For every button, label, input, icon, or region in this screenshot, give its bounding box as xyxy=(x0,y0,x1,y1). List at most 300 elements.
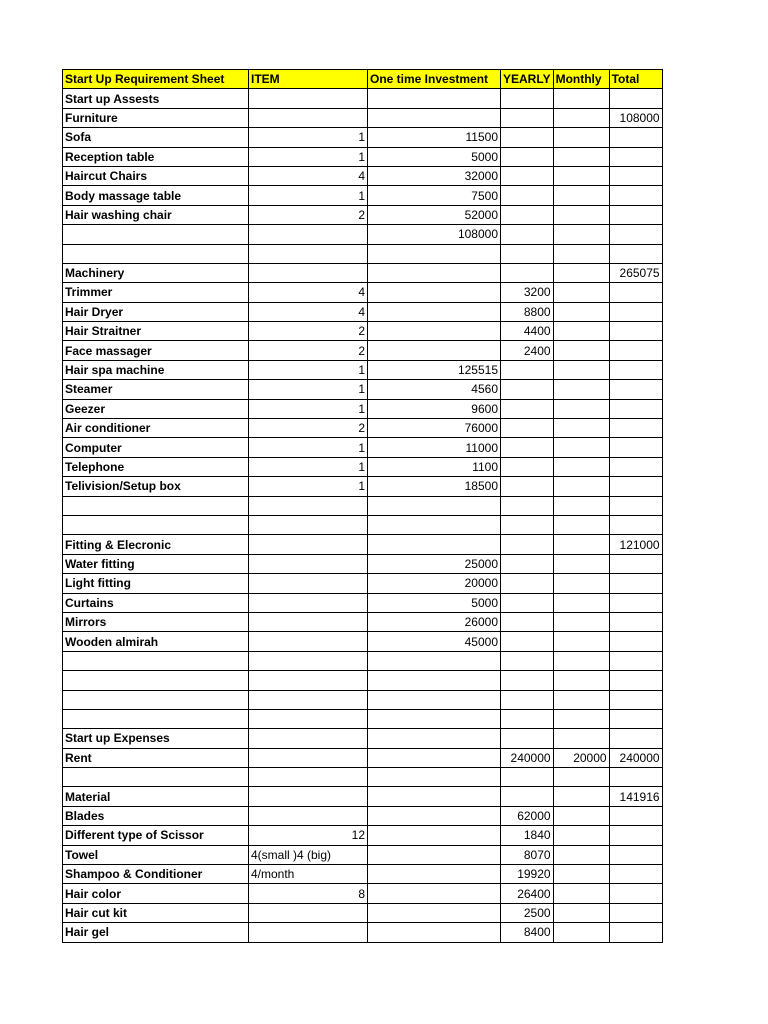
table-cell[interactable]: 240000 xyxy=(609,748,662,767)
table-cell[interactable] xyxy=(553,341,609,360)
table-cell[interactable] xyxy=(368,826,501,845)
table-cell[interactable] xyxy=(609,554,662,573)
table-cell[interactable] xyxy=(501,709,554,728)
table-cell[interactable] xyxy=(609,574,662,593)
table-cell[interactable] xyxy=(249,651,368,670)
table-cell[interactable] xyxy=(368,787,501,806)
table-cell[interactable] xyxy=(368,89,501,108)
table-row xyxy=(63,729,663,748)
table-cell[interactable] xyxy=(553,671,609,690)
table-cell[interactable] xyxy=(249,496,368,515)
row-label-cell[interactable]: Water fitting xyxy=(63,554,249,573)
table-cell[interactable] xyxy=(609,903,662,922)
table-cell[interactable] xyxy=(553,884,609,903)
table-cell[interactable] xyxy=(553,108,609,127)
table-cell[interactable] xyxy=(609,322,662,341)
table-cell[interactable]: 45000 xyxy=(368,632,501,651)
table-cell[interactable] xyxy=(553,263,609,282)
table-row xyxy=(63,108,663,127)
header-cell: YEARLY xyxy=(501,70,554,89)
table-cell[interactable] xyxy=(553,205,609,224)
header-cell: ITEM xyxy=(249,70,368,89)
table-cell[interactable]: 26000 xyxy=(368,612,501,631)
table-cell[interactable] xyxy=(609,477,662,496)
table-cell[interactable]: 20000 xyxy=(368,574,501,593)
table-cell[interactable] xyxy=(501,729,554,748)
table-cell[interactable]: 1 xyxy=(249,380,368,399)
table-cell[interactable] xyxy=(553,89,609,108)
table-cell[interactable]: 121000 xyxy=(609,535,662,554)
table-cell[interactable] xyxy=(501,186,554,205)
table-cell[interactable] xyxy=(501,632,554,651)
table-row xyxy=(63,845,663,864)
row-label-cell[interactable]: Fitting & Elecronic xyxy=(63,535,249,554)
table-cell[interactable] xyxy=(501,690,554,709)
table-cell[interactable] xyxy=(609,845,662,864)
table-cell[interactable]: 52000 xyxy=(368,205,501,224)
row-label-cell[interactable] xyxy=(63,515,249,534)
table-cell[interactable] xyxy=(501,574,554,593)
table-cell[interactable] xyxy=(249,923,368,942)
table-cell[interactable] xyxy=(553,923,609,942)
row-label-cell[interactable]: Furniture xyxy=(63,108,249,127)
table-cell[interactable] xyxy=(609,205,662,224)
table-cell[interactable] xyxy=(501,108,554,127)
table-cell[interactable]: 8 xyxy=(249,884,368,903)
table-cell[interactable] xyxy=(501,457,554,476)
table-cell[interactable] xyxy=(368,903,501,922)
table-cell[interactable] xyxy=(609,147,662,166)
table-cell[interactable]: 12 xyxy=(249,826,368,845)
table-cell[interactable]: 1840 xyxy=(501,826,554,845)
table-cell[interactable] xyxy=(553,554,609,573)
table-cell[interactable]: 1 xyxy=(249,477,368,496)
table-cell[interactable]: 2500 xyxy=(501,903,554,922)
table-row xyxy=(63,554,663,573)
table-cell[interactable] xyxy=(501,360,554,379)
table-cell[interactable] xyxy=(609,651,662,670)
table-cell[interactable]: 18500 xyxy=(368,477,501,496)
table-cell[interactable] xyxy=(553,166,609,185)
table-cell[interactable] xyxy=(249,108,368,127)
table-cell[interactable] xyxy=(609,438,662,457)
table-cell[interactable] xyxy=(501,399,554,418)
table-cell[interactable] xyxy=(553,768,609,787)
table-cell[interactable] xyxy=(249,263,368,282)
startup-requirement-table xyxy=(62,69,663,943)
table-cell[interactable] xyxy=(368,671,501,690)
row-label-cell[interactable]: Material xyxy=(63,787,249,806)
table-cell[interactable] xyxy=(553,574,609,593)
header-cell: Start Up Requirement Sheet xyxy=(63,70,249,89)
row-label-cell[interactable]: Hair cut kit xyxy=(63,903,249,922)
table-cell[interactable] xyxy=(249,632,368,651)
table-cell[interactable]: 1 xyxy=(249,399,368,418)
table-cell[interactable] xyxy=(553,186,609,205)
table-cell[interactable] xyxy=(553,283,609,302)
table-cell[interactable] xyxy=(553,787,609,806)
row-label-cell[interactable]: Telivision/Setup box xyxy=(63,477,249,496)
table-cell[interactable]: 11000 xyxy=(368,438,501,457)
table-cell[interactable] xyxy=(553,244,609,263)
table-cell[interactable] xyxy=(249,535,368,554)
table-cell[interactable]: 4(small )4 (big) xyxy=(249,845,368,864)
table-cell[interactable] xyxy=(368,690,501,709)
table-cell[interactable] xyxy=(609,496,662,515)
row-label-cell[interactable]: Curtains xyxy=(63,593,249,612)
table-row xyxy=(63,322,663,341)
header-cell: One time Investment xyxy=(368,70,501,89)
table-cell[interactable] xyxy=(501,166,554,185)
table-cell[interactable] xyxy=(249,671,368,690)
row-label-cell[interactable]: Face massager xyxy=(63,341,249,360)
table-cell[interactable]: 4 xyxy=(249,166,368,185)
row-label-cell[interactable]: Telephone xyxy=(63,457,249,476)
table-cell[interactable] xyxy=(609,302,662,321)
table-row xyxy=(63,806,663,825)
table-cell[interactable]: 125515 xyxy=(368,360,501,379)
table-cell[interactable] xyxy=(501,477,554,496)
table-cell[interactable]: 2400 xyxy=(501,341,554,360)
table-row xyxy=(63,884,663,903)
table-cell[interactable] xyxy=(501,380,554,399)
table-cell[interactable]: 20000 xyxy=(553,748,609,767)
table-cell[interactable] xyxy=(609,341,662,360)
table-cell[interactable] xyxy=(249,787,368,806)
table-cell[interactable] xyxy=(553,826,609,845)
table-cell[interactable] xyxy=(609,826,662,845)
table-cell[interactable] xyxy=(609,865,662,884)
table-cell[interactable] xyxy=(553,399,609,418)
table-cell[interactable] xyxy=(609,709,662,728)
table-cell[interactable] xyxy=(368,729,501,748)
table-cell[interactable]: 4 xyxy=(249,283,368,302)
table-cell[interactable] xyxy=(501,419,554,438)
table-cell[interactable] xyxy=(553,865,609,884)
table-cell[interactable] xyxy=(609,380,662,399)
row-label-cell[interactable] xyxy=(63,496,249,515)
table-cell[interactable] xyxy=(249,709,368,728)
row-label-cell[interactable]: Shampoo & Conditioner xyxy=(63,865,249,884)
table-cell[interactable]: 3200 xyxy=(501,283,554,302)
row-label-cell[interactable]: Body massage table xyxy=(63,186,249,205)
table-cell[interactable] xyxy=(501,496,554,515)
row-label-cell[interactable]: Wooden almirah xyxy=(63,632,249,651)
table-cell[interactable] xyxy=(249,593,368,612)
table-cell[interactable] xyxy=(553,147,609,166)
row-label-cell[interactable]: Hair spa machine xyxy=(63,360,249,379)
table-cell[interactable] xyxy=(501,651,554,670)
table-cell[interactable] xyxy=(553,729,609,748)
table-cell[interactable] xyxy=(368,865,501,884)
table-cell[interactable] xyxy=(609,806,662,825)
row-label-cell[interactable]: Machinery xyxy=(63,263,249,282)
table-row xyxy=(63,360,663,379)
table-cell[interactable]: 5000 xyxy=(368,147,501,166)
table-cell[interactable]: 4/month xyxy=(249,865,368,884)
table-cell[interactable] xyxy=(368,748,501,767)
row-label-cell[interactable]: Hair color xyxy=(63,884,249,903)
row-label-cell[interactable]: Light fitting xyxy=(63,574,249,593)
table-cell[interactable] xyxy=(609,283,662,302)
table-cell[interactable] xyxy=(368,923,501,942)
table-row xyxy=(63,399,663,418)
table-cell[interactable] xyxy=(609,690,662,709)
table-cell[interactable] xyxy=(609,399,662,418)
table-cell[interactable] xyxy=(501,128,554,147)
row-label-cell[interactable] xyxy=(63,651,249,670)
table-cell[interactable] xyxy=(368,263,501,282)
table-row xyxy=(63,341,663,360)
table-cell[interactable]: 62000 xyxy=(501,806,554,825)
table-cell[interactable] xyxy=(249,515,368,534)
row-label-cell[interactable]: Hair gel xyxy=(63,923,249,942)
table-cell[interactable] xyxy=(501,438,554,457)
table-cell[interactable]: 8400 xyxy=(501,923,554,942)
table-cell[interactable]: 8800 xyxy=(501,302,554,321)
table-cell[interactable] xyxy=(501,768,554,787)
table-cell[interactable]: 108000 xyxy=(609,108,662,127)
table-cell[interactable]: 5000 xyxy=(368,593,501,612)
table-cell[interactable] xyxy=(609,884,662,903)
table-cell[interactable] xyxy=(609,768,662,787)
table-row xyxy=(63,632,663,651)
row-label-cell[interactable] xyxy=(63,709,249,728)
row-label-cell[interactable] xyxy=(63,768,249,787)
table-cell[interactable]: 2 xyxy=(249,322,368,341)
table-cell[interactable] xyxy=(368,535,501,554)
row-label-cell[interactable]: Towel xyxy=(63,845,249,864)
table-cell[interactable] xyxy=(553,477,609,496)
table-cell[interactable] xyxy=(609,89,662,108)
row-label-cell[interactable]: Air conditioner xyxy=(63,419,249,438)
table-cell[interactable] xyxy=(249,244,368,263)
table-cell[interactable] xyxy=(501,535,554,554)
table-row xyxy=(63,128,663,147)
table-cell[interactable] xyxy=(553,380,609,399)
table-cell[interactable] xyxy=(501,671,554,690)
table-cell[interactable] xyxy=(368,341,501,360)
table-cell[interactable] xyxy=(553,302,609,321)
table-cell[interactable] xyxy=(553,612,609,631)
row-label-cell[interactable]: Computer xyxy=(63,438,249,457)
table-row xyxy=(63,419,663,438)
table-cell[interactable] xyxy=(249,554,368,573)
table-row xyxy=(63,787,663,806)
table-cell[interactable] xyxy=(501,225,554,244)
table-cell[interactable] xyxy=(553,690,609,709)
table-cell[interactable] xyxy=(553,419,609,438)
table-cell[interactable] xyxy=(368,515,501,534)
table-cell[interactable]: 2 xyxy=(249,341,368,360)
table-cell[interactable] xyxy=(609,612,662,631)
table-cell[interactable] xyxy=(553,322,609,341)
table-cell[interactable] xyxy=(368,806,501,825)
row-label-cell[interactable]: Hair Dryer xyxy=(63,302,249,321)
table-cell[interactable] xyxy=(609,166,662,185)
table-cell[interactable] xyxy=(553,457,609,476)
header-cell: Monthly xyxy=(553,70,609,89)
table-cell[interactable]: 32000 xyxy=(368,166,501,185)
table-cell[interactable] xyxy=(609,515,662,534)
table-cell[interactable] xyxy=(609,729,662,748)
table-cell[interactable] xyxy=(553,438,609,457)
table-cell[interactable]: 108000 xyxy=(368,225,501,244)
row-label-cell[interactable]: Reception table xyxy=(63,147,249,166)
table-row xyxy=(63,147,663,166)
table-cell[interactable] xyxy=(501,263,554,282)
table-cell[interactable] xyxy=(553,535,609,554)
table-cell[interactable]: 1 xyxy=(249,186,368,205)
table-cell[interactable] xyxy=(609,360,662,379)
table-cell[interactable] xyxy=(368,709,501,728)
table-cell[interactable] xyxy=(501,205,554,224)
table-cell[interactable] xyxy=(501,244,554,263)
table-row xyxy=(63,89,663,108)
table-cell[interactable] xyxy=(553,496,609,515)
table-cell[interactable]: 2 xyxy=(249,419,368,438)
table-cell[interactable]: 1 xyxy=(249,128,368,147)
table-cell[interactable] xyxy=(609,632,662,651)
table-cell[interactable] xyxy=(249,612,368,631)
table-cell[interactable] xyxy=(553,903,609,922)
header-cell: Total xyxy=(609,70,662,89)
table-cell[interactable] xyxy=(249,903,368,922)
table-cell[interactable] xyxy=(553,806,609,825)
table-cell[interactable] xyxy=(368,768,501,787)
table-row xyxy=(63,515,663,534)
table-cell[interactable] xyxy=(609,419,662,438)
row-label-cell[interactable]: Sofa xyxy=(63,128,249,147)
table-row xyxy=(63,574,663,593)
row-label-cell[interactable]: Different type of Scissor xyxy=(63,826,249,845)
table-cell[interactable]: 4560 xyxy=(368,380,501,399)
table-cell[interactable] xyxy=(368,108,501,127)
table-cell[interactable]: 1100 xyxy=(368,457,501,476)
table-cell[interactable] xyxy=(609,671,662,690)
table-cell[interactable]: 1 xyxy=(249,147,368,166)
table-cell[interactable] xyxy=(249,729,368,748)
table-row xyxy=(63,865,663,884)
table-cell[interactable] xyxy=(249,89,368,108)
table-row xyxy=(63,263,663,282)
row-label-cell[interactable]: Start up Assests xyxy=(63,89,249,108)
table-cell[interactable] xyxy=(553,709,609,728)
row-label-cell[interactable]: Hair Straitner xyxy=(63,322,249,341)
table-cell[interactable] xyxy=(609,593,662,612)
table-cell[interactable]: 240000 xyxy=(501,748,554,767)
table-cell[interactable] xyxy=(501,612,554,631)
row-label-cell[interactable]: Mirrors xyxy=(63,612,249,631)
table-cell[interactable]: 2 xyxy=(249,205,368,224)
table-cell[interactable] xyxy=(368,302,501,321)
table-cell[interactable] xyxy=(501,554,554,573)
table-cell[interactable] xyxy=(249,806,368,825)
table-cell[interactable] xyxy=(553,632,609,651)
table-cell[interactable]: 8070 xyxy=(501,845,554,864)
table-row xyxy=(63,903,663,922)
table-cell[interactable] xyxy=(553,128,609,147)
row-label-cell[interactable] xyxy=(63,244,249,263)
table-row xyxy=(63,612,663,631)
table-cell[interactable] xyxy=(368,244,501,263)
table-cell[interactable] xyxy=(553,515,609,534)
table-cell[interactable]: 1 xyxy=(249,438,368,457)
table-row xyxy=(63,186,663,205)
table-cell[interactable] xyxy=(553,651,609,670)
table-cell[interactable] xyxy=(249,748,368,767)
table-cell[interactable] xyxy=(249,768,368,787)
table-cell[interactable]: 1 xyxy=(249,457,368,476)
table-cell[interactable] xyxy=(368,845,501,864)
table-cell[interactable] xyxy=(249,225,368,244)
table-cell[interactable] xyxy=(553,360,609,379)
table-cell[interactable] xyxy=(501,593,554,612)
table-cell[interactable] xyxy=(501,787,554,806)
row-label-cell[interactable] xyxy=(63,690,249,709)
row-label-cell[interactable]: Start up Expenses xyxy=(63,729,249,748)
table-cell[interactable] xyxy=(553,225,609,244)
table-cell[interactable] xyxy=(609,457,662,476)
table-cell[interactable] xyxy=(501,515,554,534)
table-cell[interactable]: 4400 xyxy=(501,322,554,341)
table-cell[interactable] xyxy=(368,884,501,903)
table-cell[interactable]: 25000 xyxy=(368,554,501,573)
table-cell[interactable] xyxy=(609,186,662,205)
table-row xyxy=(63,709,663,728)
table-cell[interactable] xyxy=(501,147,554,166)
table-row xyxy=(63,457,663,476)
table-cell[interactable]: 26400 xyxy=(501,884,554,903)
row-label-cell[interactable]: Steamer xyxy=(63,380,249,399)
table-cell[interactable] xyxy=(368,322,501,341)
table-cell[interactable] xyxy=(368,651,501,670)
table-cell[interactable]: 265075 xyxy=(609,263,662,282)
table-row xyxy=(63,380,663,399)
table-cell[interactable]: 4 xyxy=(249,302,368,321)
table-cell[interactable] xyxy=(368,496,501,515)
row-label-cell[interactable] xyxy=(63,671,249,690)
table-cell[interactable]: 76000 xyxy=(368,419,501,438)
table-cell[interactable] xyxy=(249,690,368,709)
table-cell[interactable] xyxy=(609,923,662,942)
row-label-cell[interactable]: Trimmer xyxy=(63,283,249,302)
table-cell[interactable]: 19920 xyxy=(501,865,554,884)
row-label-cell[interactable] xyxy=(63,225,249,244)
table-cell[interactable] xyxy=(609,225,662,244)
table-cell[interactable]: 9600 xyxy=(368,399,501,418)
row-label-cell[interactable]: Geezer xyxy=(63,399,249,418)
table-cell[interactable] xyxy=(553,593,609,612)
table-cell[interactable] xyxy=(501,89,554,108)
table-row xyxy=(63,225,663,244)
table-row xyxy=(63,496,663,515)
table-cell[interactable] xyxy=(609,128,662,147)
table-row xyxy=(63,671,663,690)
table-cell[interactable] xyxy=(609,244,662,263)
table-cell[interactable]: 7500 xyxy=(368,186,501,205)
row-label-cell[interactable]: Blades xyxy=(63,806,249,825)
table-cell[interactable]: 141916 xyxy=(609,787,662,806)
table-cell[interactable]: 11500 xyxy=(368,128,501,147)
row-label-cell[interactable]: Haircut Chairs xyxy=(63,166,249,185)
row-label-cell[interactable]: Rent xyxy=(63,748,249,767)
table-cell[interactable] xyxy=(553,845,609,864)
table-cell[interactable]: 1 xyxy=(249,360,368,379)
table-cell[interactable] xyxy=(249,574,368,593)
table-cell[interactable] xyxy=(368,283,501,302)
row-label-cell[interactable]: Hair washing chair xyxy=(63,205,249,224)
